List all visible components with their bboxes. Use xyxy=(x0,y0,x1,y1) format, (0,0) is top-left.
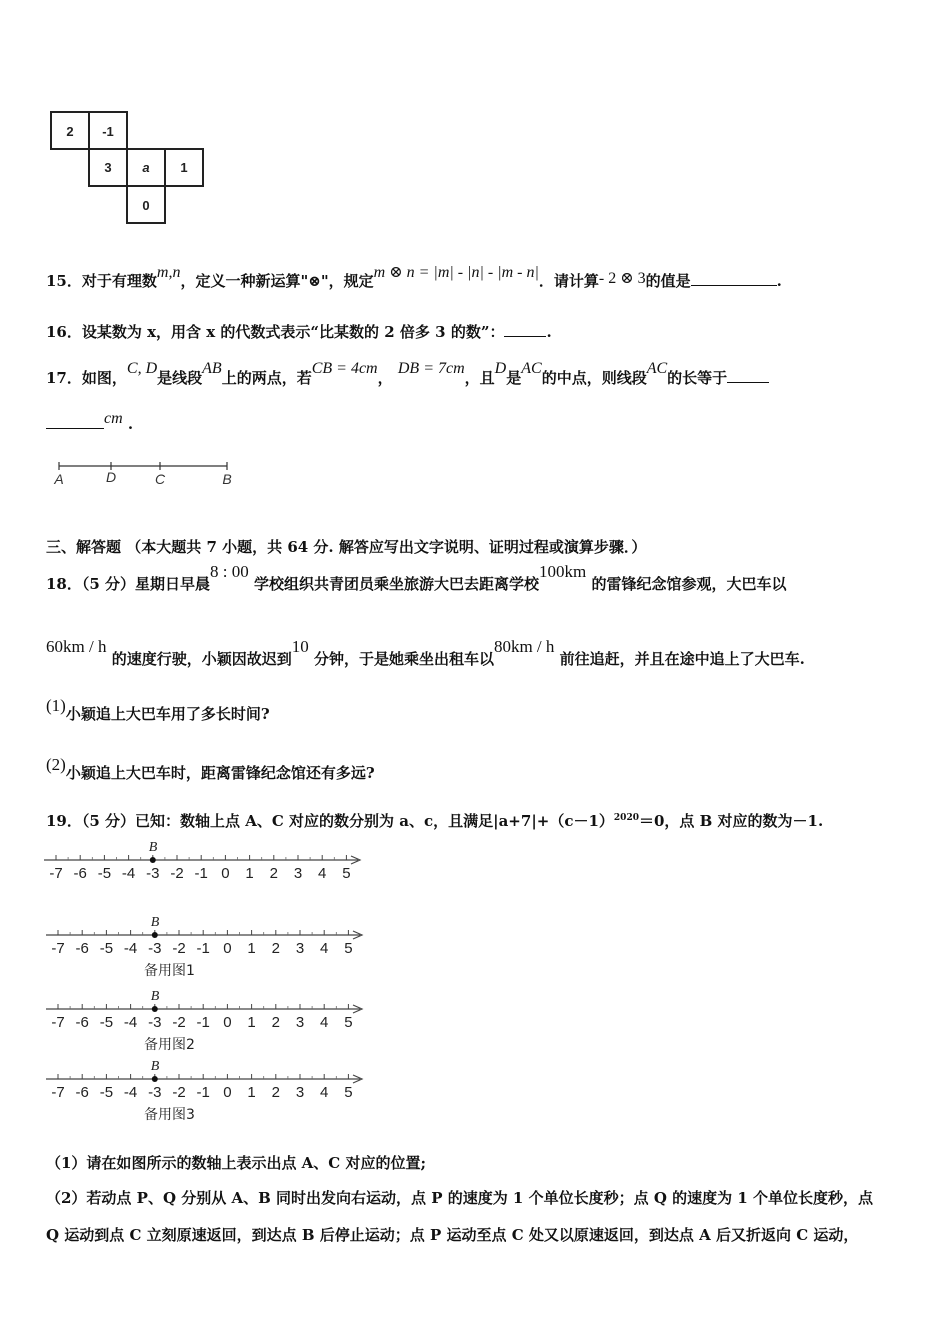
tick-label: 4 xyxy=(318,865,327,882)
point-b-label: B xyxy=(148,840,158,855)
tick-label: -3 xyxy=(148,940,162,957)
point-label: B xyxy=(222,471,232,487)
segment-figure xyxy=(50,457,240,489)
point-label: C xyxy=(154,471,166,487)
tick-label: -6 xyxy=(73,865,87,882)
tick-label: 4 xyxy=(320,940,329,957)
answer-blank xyxy=(504,336,546,337)
q17-text: 上的两点，若 xyxy=(221,369,312,387)
tick-label: -2 xyxy=(172,1014,186,1031)
point-b-label: B xyxy=(150,989,160,1004)
q18-text: 的速度行驶，小颖因故迟到 xyxy=(111,650,292,668)
q18-text: 分钟，于是她乘坐出租车以 xyxy=(313,650,494,668)
q15-text: ，定义一种新运算"⊗"，规定 xyxy=(180,272,374,290)
q19-text: 19．（5 分）已知：数轴上点 A、C 对应的数分别为 a、c，且满足|a+7|+（c－1） xyxy=(46,812,614,830)
tick-label: 3 xyxy=(293,865,303,882)
point-b-dot xyxy=(152,932,158,938)
q19-part-1: （1）请在如图所示的数轴上表示出点 A、C 对应的位置; xyxy=(46,1154,426,1172)
number-line-figures xyxy=(40,836,380,1126)
tick-label: 0 xyxy=(223,1014,232,1031)
tick-label: -4 xyxy=(123,1084,138,1101)
q18-speed: 60km / h xyxy=(46,637,107,656)
q18-text: 的雷锋纪念馆参观，大巴车以 xyxy=(591,575,787,593)
tick-label: 2 xyxy=(271,1084,280,1101)
tick-label: -4 xyxy=(123,1014,138,1031)
question-18-line2 xyxy=(46,637,805,669)
tick-label: -1 xyxy=(196,1014,210,1031)
q17-text: 的长等于 xyxy=(667,369,728,387)
tick-label: 1 xyxy=(247,940,256,957)
q19-text: ＝0，点 B 对应的数为－1. xyxy=(638,812,824,830)
tick-label: -2 xyxy=(170,865,184,882)
tick-label: 3 xyxy=(295,1014,305,1031)
q15-formula: m ⊗ n = |m| - |n| - |m - n| xyxy=(373,264,539,281)
tick-label: 3 xyxy=(295,1084,305,1101)
question-15 xyxy=(46,264,782,291)
question-19 xyxy=(46,810,823,831)
q17-math: AB xyxy=(202,360,222,377)
net-cell: 2 xyxy=(66,124,74,139)
point-b-dot xyxy=(152,1076,158,1082)
figure-caption: 备用图2 xyxy=(144,1037,195,1053)
q17-math: AC xyxy=(646,360,668,377)
net-cell: 1 xyxy=(180,160,188,175)
q17-math: CB = 4cm xyxy=(311,360,378,377)
tick-label: 2 xyxy=(269,865,278,882)
q17-text: ， xyxy=(377,369,393,387)
q17-text: 是线段 xyxy=(157,369,203,387)
tick-label: -3 xyxy=(148,1014,162,1031)
answer-blank xyxy=(46,428,104,429)
question-18 xyxy=(46,562,787,594)
tick-label: 1 xyxy=(247,1014,256,1031)
q18-text: 前往追赶，并且在途中追上了大巴车. xyxy=(559,650,805,668)
q18-sub-text: 小颖追上大巴车用了多长时间? xyxy=(65,705,270,723)
tick-label: -4 xyxy=(123,940,138,957)
tick-label: -2 xyxy=(172,940,186,957)
q17-math: AC xyxy=(521,360,542,377)
number-line-spare-1 xyxy=(46,915,362,979)
point-b-label: B xyxy=(150,915,160,930)
q19-part-2-continued: Q 运动到点 C 立刻原速返回，到达点 B 后停止运动；点 P 运动至点 C 处又以原速返回，到达点 A 后又折返向 C 运动， xyxy=(46,1226,859,1244)
q17-math: D xyxy=(494,360,507,377)
tick-label: -6 xyxy=(75,1084,89,1101)
tick-label: -5 xyxy=(99,1014,114,1031)
tick-label: -1 xyxy=(194,865,208,882)
q17-end: . xyxy=(127,415,134,433)
q19-exponent: 2020 xyxy=(613,813,639,823)
tick-label: 0 xyxy=(223,1084,232,1101)
tick-label: 0 xyxy=(223,940,232,957)
tick-label: -5 xyxy=(99,940,114,957)
cube-net-figure xyxy=(46,110,211,228)
net-cell: -1 xyxy=(102,124,114,139)
q15-text: 对于有理数 xyxy=(81,272,157,290)
question-16 xyxy=(46,321,552,342)
tick-label: -1 xyxy=(196,1084,210,1101)
number-line-spare-2 xyxy=(46,989,362,1053)
net-cell: 3 xyxy=(104,160,112,175)
number-line-main xyxy=(44,840,360,882)
tick-label: 4 xyxy=(320,1084,329,1101)
q17-unit: cm xyxy=(104,410,123,427)
tick-label: 1 xyxy=(245,865,254,882)
number-line-spare-3 xyxy=(46,1059,362,1123)
point-b-label: B xyxy=(150,1059,160,1074)
q18-distance: 100km xyxy=(539,562,587,581)
tick-label: -3 xyxy=(146,865,160,882)
tick-label: -7 xyxy=(51,1084,65,1101)
q18-time: 8 : 00 xyxy=(210,562,249,581)
tick-label: 5 xyxy=(344,940,353,957)
tick-label: 1 xyxy=(247,1084,256,1101)
point-label: A xyxy=(54,471,64,487)
q17-math: DB = 7cm xyxy=(397,360,465,377)
tick-label: 5 xyxy=(342,865,351,882)
point-b-dot xyxy=(152,1006,158,1012)
q15-end: . xyxy=(776,272,782,290)
q17-math: C, D xyxy=(126,360,158,377)
q18-subquestion-2 xyxy=(46,755,375,783)
q19-part-2: （2）若动点 P、Q 分别从 A、B 同时出发向右运动，点 P 的速度为 1 个单位长度秒；点 Q 的速度为 1 个单位长度秒，点 xyxy=(46,1189,873,1207)
q16-text: 16．设某数为 x，用含 x 的代数式表示“比某数的 2 倍多 3 的数”： xyxy=(46,323,505,341)
section-heading: 三、解答题 （本大题共 7 小题，共 64 分. 解答应写出文字说明、证明过程或演算步骤．） xyxy=(46,538,647,556)
figure-caption: 备用图1 xyxy=(144,963,195,979)
tick-label: 2 xyxy=(271,1014,280,1031)
q15-vars: m,n xyxy=(156,264,181,281)
q16-end: . xyxy=(546,323,552,341)
tick-label: -6 xyxy=(75,1014,89,1031)
tick-label: -7 xyxy=(49,865,63,882)
sub-number: (1) xyxy=(46,696,66,715)
tick-label: 4 xyxy=(320,1014,329,1031)
point-b-dot xyxy=(150,857,156,863)
tick-label: -4 xyxy=(121,865,136,882)
tick-label: -6 xyxy=(75,940,89,957)
tick-label: -5 xyxy=(97,865,112,882)
q18-speed: 80km / h xyxy=(493,637,555,656)
point-label: D xyxy=(105,469,117,485)
tick-label: 3 xyxy=(295,940,305,957)
question-17 xyxy=(46,360,769,388)
q17-text: 的中点，则线段 xyxy=(541,369,647,387)
tick-label: 2 xyxy=(271,940,280,957)
q17-text: 如图， xyxy=(81,369,127,387)
answer-blank xyxy=(691,285,777,286)
answer-blank xyxy=(727,382,769,383)
q15-text: 的值是 xyxy=(645,272,691,290)
tick-label: 5 xyxy=(344,1084,353,1101)
q18-minutes: 10 xyxy=(291,637,309,656)
tick-label: -7 xyxy=(51,1014,65,1031)
tick-label: -2 xyxy=(172,1084,186,1101)
q18-subquestion-1 xyxy=(46,696,270,724)
q17-text: ，且 xyxy=(464,369,495,387)
question-17-continued xyxy=(46,410,134,434)
q18-text: 18．（5 分）星期日早晨 xyxy=(46,575,211,593)
net-cell: 0 xyxy=(142,198,150,213)
q18-sub-text: 小颖追上大巴车时，距离雷锋纪念馆还有多远? xyxy=(65,764,375,782)
q17-number: 17． xyxy=(46,369,82,387)
q17-text: 是 xyxy=(506,369,522,387)
q15-number: 15． xyxy=(46,272,82,290)
q15-expression: - 2 ⊗ 3 xyxy=(598,270,646,287)
net-cell: a xyxy=(142,160,150,175)
tick-label: -1 xyxy=(196,940,210,957)
tick-label: -7 xyxy=(51,940,65,957)
figure-caption: 备用图3 xyxy=(144,1107,195,1123)
sub-number: (2) xyxy=(46,755,66,774)
tick-label: -5 xyxy=(99,1084,114,1101)
tick-label: -3 xyxy=(148,1084,162,1101)
q18-text: 学校组织共青团员乘坐旅游大巴去距离学校 xyxy=(254,575,540,593)
tick-label: 0 xyxy=(221,865,230,882)
q15-text: ．请计算 xyxy=(538,272,599,290)
tick-label: 5 xyxy=(344,1014,353,1031)
